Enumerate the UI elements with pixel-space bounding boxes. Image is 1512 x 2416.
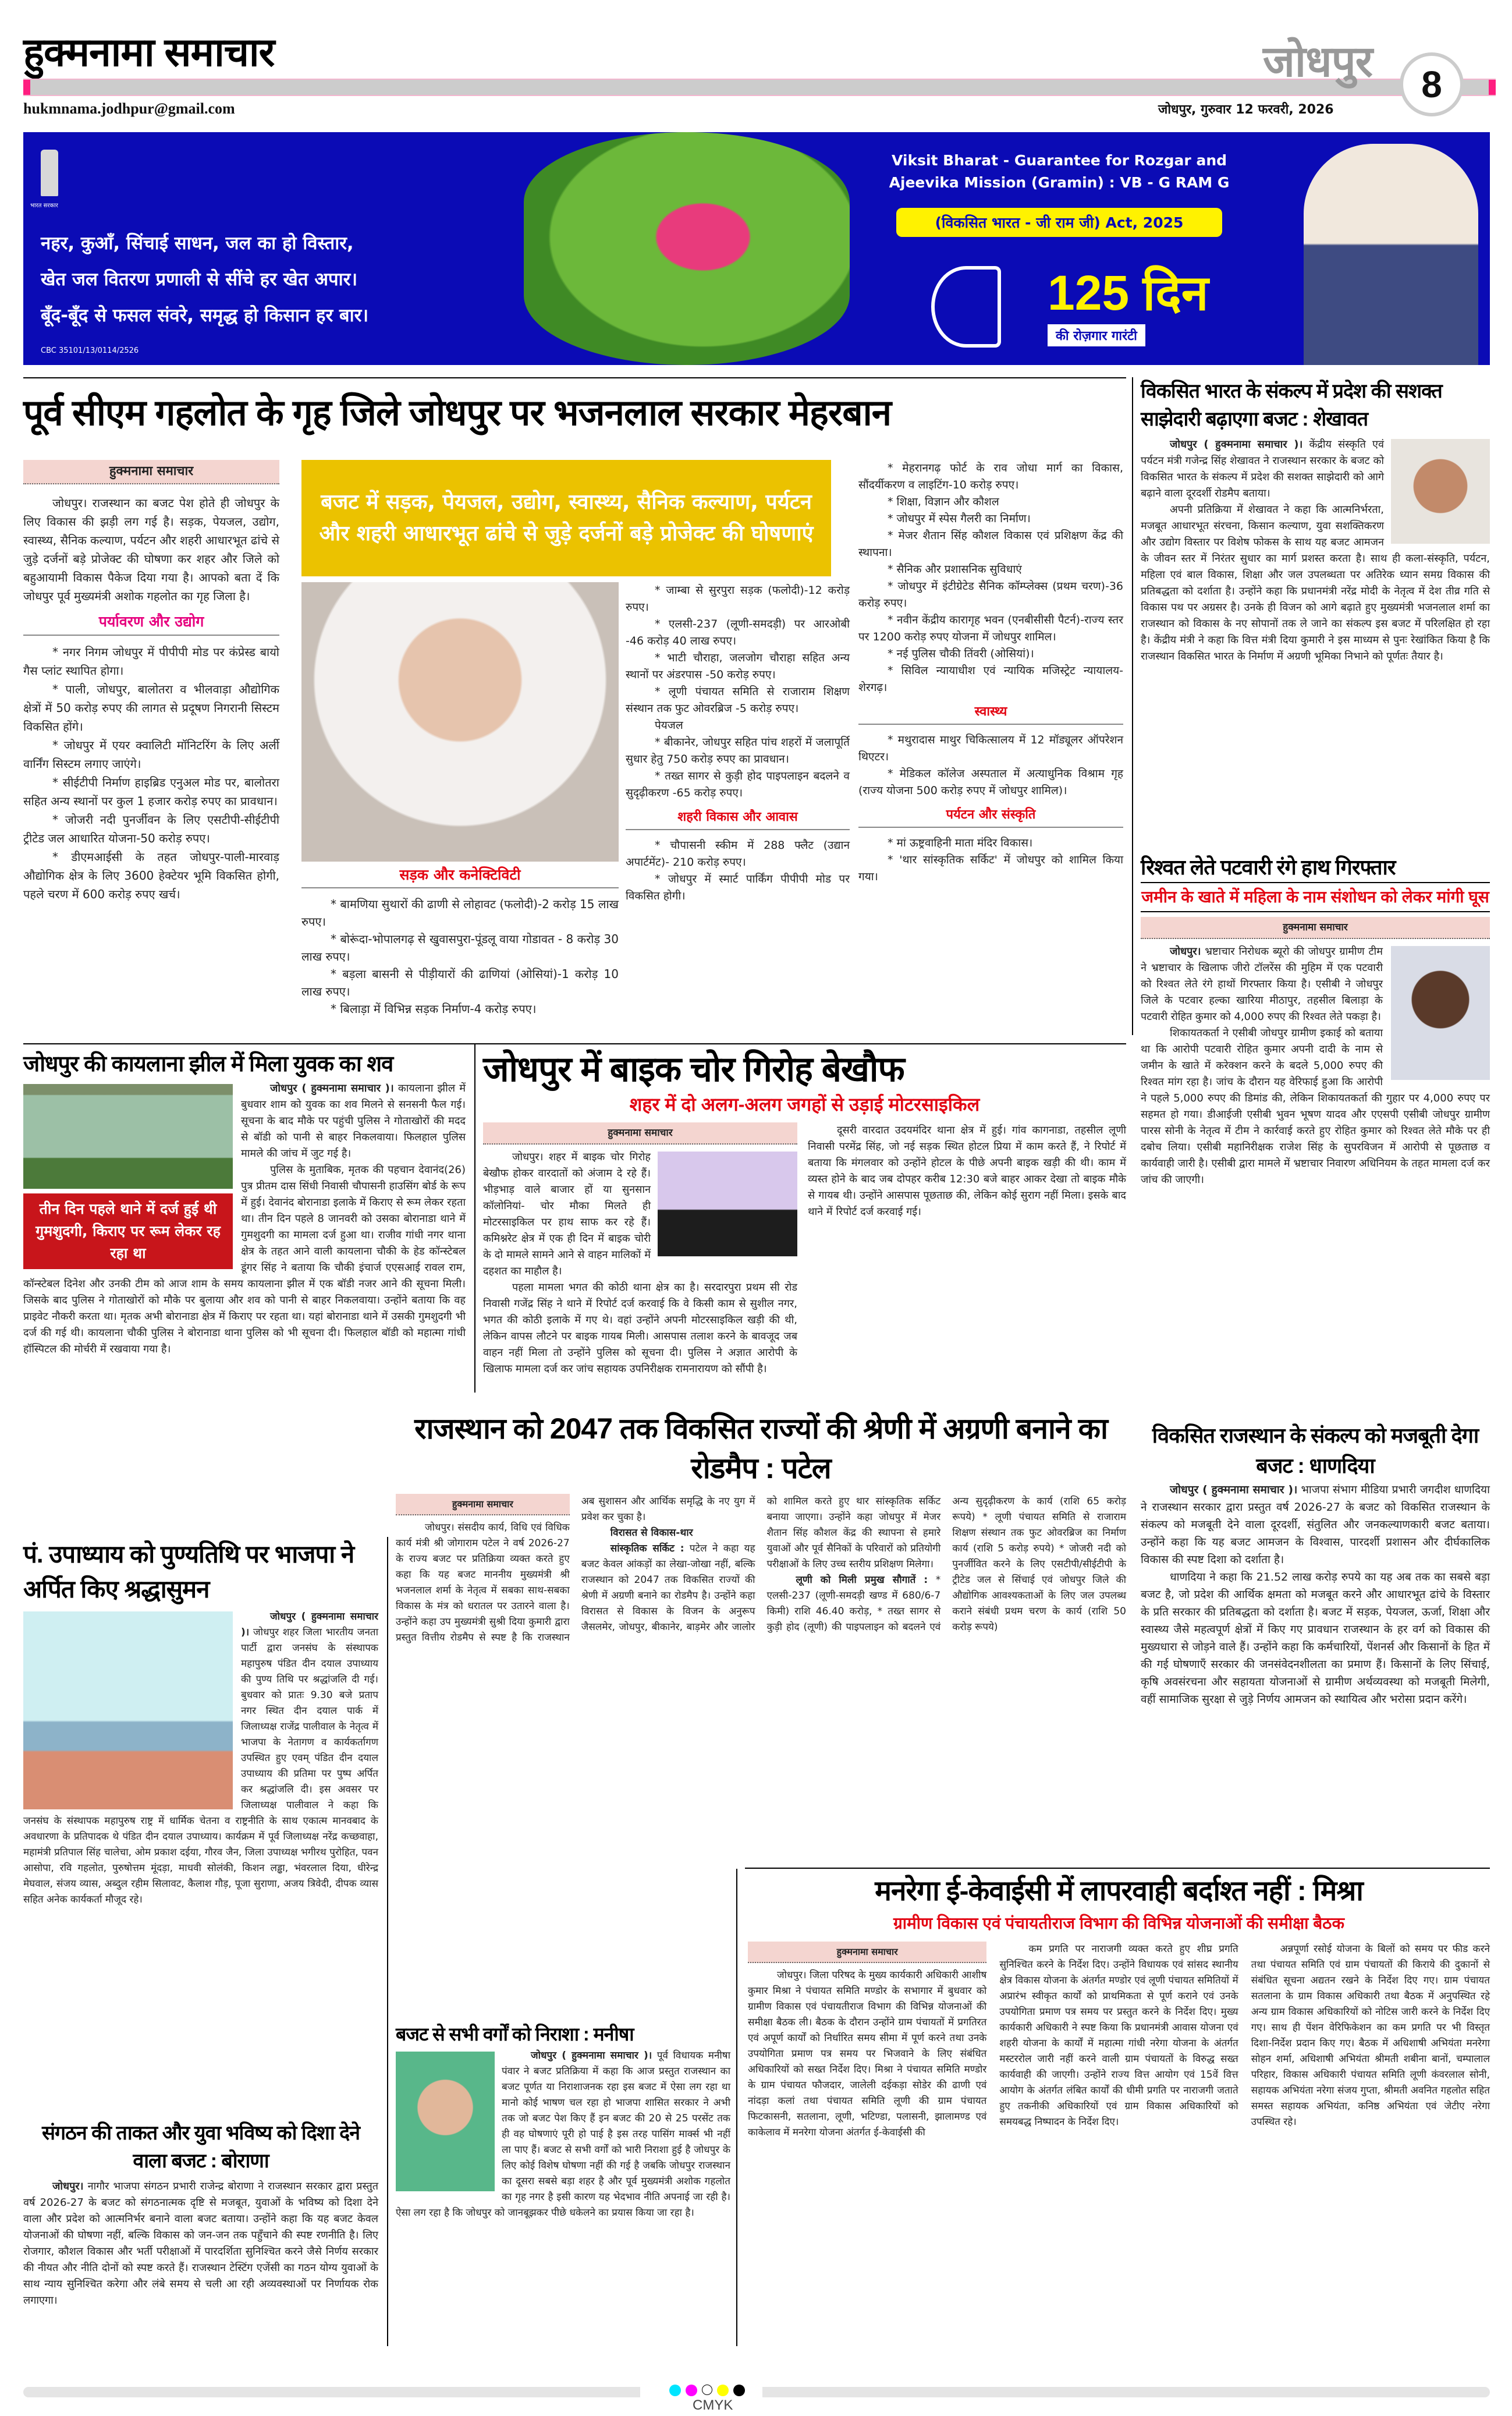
list-item: * सिविल न्यायाधीश एवं न्यायिक मजिस्ट्रेट न्यायालय- शेरगढ़। (858, 664, 1123, 694)
bike-body: जोधपुर। शहर में बाइक चोर गिरोह बेखौफ होकर वारदातों को अंजाम दे रहे हैं। भीड़भाड़ वाले बाजार हों या सुनसान कॉलोनियां- चोर मौका मिलते ही मोटरसाइकिल पर हाथ साफ कर रहे हैं। कमिश्नरेट क्षेत्र में एक ही दिन में बाइक चोरी के दो मामले सामने आने से वाहन मालिकों में दहशत का माहौल है। (483, 1151, 651, 1277)
ad-title-en: Viksit Bharat - Guarantee for Rozgar and Ajeevika Mission (Gramin) : VB - G RAM G (889, 152, 1230, 191)
list-item: * जाम्बा से सुरपुरा सड़क (फलोदी)-12 करोड़ रुपए। (626, 584, 850, 614)
national-emblem-icon (41, 150, 58, 196)
shekhawat-body: अपनी प्रतिक्रिया में शेखावत ने कहा कि आत्मनिर्भरता, मजबूत आधारभूत संरचना, किसान कल्याण, युवा सशक्तिकरण और उद्योग विस्तार पर विशेष फोकस के साथ यह बजट आमजन के जीवन स्तर में निरंतर सुधार का मार्ग प्रशस्त करता है। साथ ही कला-संस्कृति, पर्यटन, महिला एवं बाल विकास, शिक्षा और जल उपलब्धता पर अतिरेक ध्यान समग्र विकास की प्रतिबद्धता को दर्शाता है। उन्होंने कहा कि प्रधानमंत्री नरेंद्र मोदी के नेतृत्व में देश तीव्र गति से विकास पथ पर अग्रसर है। उनके ही विजन को आगे बढ़ाते हुए मुख्यमंत्री भजनलाल शर्मा का राजस्थान को विकास के नए सोपानों तक ले जाने का संकल्प इस बजट में परिलक्षित हो रहा है। केंद्रीय मंत्री ने कहा कि वित्त मंत्री दिया कुमारी ने इस माध्यम से पुनः रेखांकित किया है कि राजस्थान विकसित भारत के निर्माण में अग्रणी भूमिका निभाने को पूर्णतः तैयार है। (1141, 504, 1490, 663)
dateline: जोधपुर ( हुक्मनामा समाचार )। (531, 2050, 652, 2061)
column-divider (474, 1043, 475, 1393)
patel-story (396, 1409, 1126, 1646)
dhandiya-story (1141, 1420, 1490, 1708)
mishra-headline: मनरेगा ई-केवाईसी में लापरवाही बर्दाश्त नहीं : मिश्रा (875, 1876, 1363, 1907)
dateline: जोधपुर। (1170, 945, 1201, 958)
list-item: * बामणिया सुथारों की ढाणी से लोहावट (फलोदी)-2 करोड़ 15 लाख रुपए। (301, 897, 619, 929)
list-item: * बिलाड़ा में विभिन्न सड़क निर्माण-4 करोड़ रुपए। (331, 1002, 537, 1016)
shekhawat-photo (1391, 439, 1490, 544)
manisha-headline: बजट से सभी वर्गों को निराशा : मनीषा (396, 2024, 634, 2045)
patel-body: * एलसी-237 (लूणी-समदड़ी खण्ड में 680/6-7 किमी) राशि 46.40 करोड़, * तख्त सागर से कुड़ी होद (लूणी) की पाइपलाइन को बदलने एवं अन्य सुदृढ़ीकरण के कार्य (राशि 65 करोड़ रूपये) * लूणी पंचायत समिति से राजाराम शिक्षण संस्थान तक फुट ओवरब्रिज का निर्माण कार्य (राशि 5 करोड़ रुपये) * जोजरी नदी को पुनर्जीवित करने के लिए एसटीपी/सीईटीपी के ट्रीटेड जल से सिंचाई एवं जोधपुर जिले की औद्योगिक आवश्यकताओं के लिए जल उपलब्ध कराने संबंधी प्रथम चरण के कार्य (राशि 50 करोड़ रूपये) (766, 1496, 1126, 1633)
column-divider (1132, 377, 1133, 1035)
kaylana-photo-block (23, 1084, 233, 1269)
statue-photo (23, 1611, 233, 1809)
list-subheading: पेयजल (655, 719, 683, 732)
list-item: * मेडिकल कॉलेज अस्पताल में अत्याधुनिक विश्राम गृह (राज्य योजना 500 करोड़ रुपए में जोधपुर शामिल)। (858, 767, 1123, 797)
dhandiya-body: धाणदिया ने कहा कि 21.52 लाख करोड़ रुपये का यह अब तक का सबसे बड़ा बजट है, जो प्रदेश की आर्थिक क्षमता को मजबूत करने और आधारभूत ढांचे के विस्तार के प्रति सरकार की प्रतिबद्धता को दर्शाता है। बजट में सड़क, पेयजल, ऊर्जा, शिक्षा और स्वास्थ्य जैसे महत्वपूर्ण क्षेत्रों में किए गए प्रावधान राजस्थान के हर वर्ग को विकास की मुख्यधारा से जोड़ने वाले हैं। उन्होंने कहा कि कर्मचारियों, पेंशनर्स और किसानों के हित में की गई घोषणाएँ सरकार की जनसंवेदनशीलता का प्रमाण हैं। किसानों के लिए सिंचाई, कृषि अवसंरचना और सहायता योजनाओं से ग्रामीण अर्थव्यवस्था को मजबूती मिलेगी, वहीं सामाजिक सुरक्षा से जुड़े निर्णय आमजन को स्थायित्व और भरोसा प्रदान करेंगे। (1141, 1571, 1490, 1706)
mishra-body: कम प्रगति पर नाराजगी व्यक्त करते हुए शीघ्र प्रगति सुनिश्चित करने के निर्देश दिए। उन्होंने विधायक एवं सांसद स्थानीय क्षेत्र विकास योजना के अंतर्गत मण्डोर एवं लूणी पंचायत समितियों में अप्रारंभ स्वीकृत कार्यों को प्राथमिकता से पूर्ण कराने एवं उनके उपयोगिता प्रमाण पत्र समय पर प्रस्तुत करने के निर्देश दिए। मुख्य कार्यकारी अधिकारी ने स्पष्ट किया कि प्रधानमंत्री आवास योजना एवं शहरी योजना के कार्यों में महात्मा गांधी नरेगा योजना के अंतर्गत मस्टररोल जारी नहीं करने वाली ग्राम पंचायतों के विरुद्ध सख्त कार्यवाही की जाएगी। उन्होंने राज्य वित्त आयोग एवं 15वें वित्त आयोग के अंतर्गत लंबित कार्यों की धीमी प्रगति पर नाराजगी जताते हुए तकनीकी अधिकारियों एवं ग्राम विकास अधिकारियों को समयबद्ध निष्पादन के निर्देश दिए। (999, 1943, 1238, 2128)
kaylana-body: कायलाना झील में बुधवार शाम को युवक का शव मिलने से सनसनी फैल गई। सूचना के बाद मौके पर पहुंची पुलिस ने गोताखोरों की मदद से बॉडी को पानी से बाहर निकलवाया। फिलहाल पुलिस मामले की जांच में जुट गई है। (241, 1082, 466, 1160)
dhandiya-headline: विकसित राजस्थान के संकल्प को मजबूती देगा बजट : धाणदिया (1152, 1423, 1479, 1478)
list-item: * बड़ला बासनी से पीड़ीयारों की ढाणियां (ओसियां)-1 करोड़ 10 लाख रुपए। (301, 967, 619, 998)
emblem-caption: भारत सरकार (30, 203, 58, 209)
dateline: जोधपुर, गुरुवार 12 फरवरी, 2026 (1158, 102, 1334, 117)
lead-column-2b (301, 866, 619, 1018)
list-item: * जोधपुर में इंटीग्रेटेड सैनिक कॉम्प्लेक्स (प्रथम चरण)-36 करोड़ रुपए। (858, 580, 1123, 610)
ad-slogan-line: नहर, कुआँ, सिंचाई साधन, जल का हो विस्तार, (41, 233, 354, 254)
section-label: पर्यावरण और उद्योग (23, 612, 279, 636)
ad-days: 125 दिन (1048, 265, 1209, 320)
mishra-body: जोधपुर। जिला परिषद के मुख्य कार्यकारी अधिकारी आशीष कुमार मिश्रा ने पंचायत समिति मण्डोर के सभागार में बुधवार को ग्रामीण विकास एवं पंचायतीराज विभाग की विभिन्न योजनाओं की समीक्षा बैठक ली। बैठक के दौरान उन्होंने ग्राम पंचायतों में प्रगतिरत एवं अपूर्ण कार्यों को निर्धारित समय सीमा में पूर्ण करने तथा उनके उपयोगिता प्रमाण पत्र समय पर भिजवाने के लिए संबंधित अधिकारियों को सख्त निर्देश दिए। मिश्रा ने पंचायत समिति मण्डोर के ग्राम पंचायत फौजदार, जालेली दईकड़ा सोडेर की ढाणी एवं नांदड़ा कलां तथा पंचायत समिति लूणी की ग्राम पंचायत फिटकासनी, सतलाना, लूणी, भटिण्डा, पलासनी, झालामण्ड एवं काकेलाव में मनरेगा योजना अंतर्गत ई-केवाईसी की (748, 1969, 987, 2138)
upadhyay-headline: पं. उपाध्याय को पुण्यतिथि पर भाजपा ने अर्पित किए श्रद्धासुमन (23, 1540, 354, 1603)
lead-intro: जोधपुर। राजस्थान का बजट पेश होते ही जोधपुर के लिए विकास की झड़ी लग गई है। सड़क, पेयजल, उद्योग, स्वास्थ्य, सैनिक कल्याण, पर्यटन और शहरी आधारभूत ढांचे से जुड़े दर्जनों बड़े प्रोजेक्ट की घोषणा कर शहर और जिले को बहुआयामी विकास पैकेज दिया गया है। आपको बता दें कि जोधपुर पूर्व मुख्यमंत्री अशोक गहलोत का गृह जिला है। (23, 496, 279, 603)
bribery-headline: रिश्वत लेते पटवारी रंगे हाथ गिरफ्तार (1141, 853, 1490, 883)
dateline: जोधपुर ( हुक्मनामा समाचार )। (1170, 438, 1303, 451)
mishra-body: अन्नपूर्णा रसोई योजना के बिलों को समय पर फीड करने तथा पंचायत समिति एवं ग्राम पंचायतों की किराये की दुकानों से संबंधित सूचना अद्यतन रखने के निर्देश दिए गए। ग्राम पंचायत सतलाना के ग्राम विकास अधिकारी तथा बैठक में अनुपस्थित रहे अन्य ग्राम विकास अधिकारियों को नोटिस जारी करने के निर्देश दिए गए। साथ ही पेंशन वेरिफिकेशन का कम प्रगति पर भी विस्तृत दिशा-निर्देश प्रदान किए गए। बैठक में अधिशाषी अभियंता मनरेगा सोहन शर्मा, अधिशाषी अभियंता श्रीमती शबीना बानों, चम्पालाल परिहार, विकास अधिकारी पंचायत समिति लूणी कंवरलाल सोनी, सहायक अभियंता नरेगा संजय गुप्ता, श्रीमती अवनित गहलोत सहित समस्त सहायक अभियंता, कनिष्ठ अभियंता एवं जेटीए नरेगा उपस्थित रहे। (1251, 1943, 1490, 2128)
dateline: जोधपुर ( हुक्मनामा समाचार )। (270, 1082, 394, 1094)
list-item: * मेहरानगढ़ फोर्ट के राव जोधा मार्ग का विकास, सौंदर्यीकरण व लाइटिंग-10 करोड़ रुपए। (858, 462, 1123, 491)
masthead-bar-accent-left (23, 80, 30, 95)
bike-column-1 (483, 1122, 797, 1377)
shekhawat-story (1141, 377, 1490, 665)
byline: हुक्मनामा समाचार (23, 460, 279, 484)
kaylana-callout: तीन दिन पहले थाने में दर्ज हुई थी गुमशुदगी, किराए पर रूम लेकर रह रहा था (23, 1193, 233, 1269)
yellow-swatch (717, 2385, 729, 2396)
cmyk-label: CMYK (693, 2397, 733, 2413)
column-divider (736, 1869, 737, 2346)
bike-column-2 (808, 1122, 1126, 1377)
bike-body: पहला मामला भगत की कोठी थाना क्षेत्र का है। सरदारपुरा प्रथम सी रोड निवासी गजेंद्र सिंह ने थाने में रिपोर्ट दर्ज करवाई कि वे किसी काम से सुशील नगर, भगत की कोठी इलाके में गए थे। वहां उन्होंने अपनी मोटरसाइकिल खड़ी की थी, लेकिन वापस लौटने पर बाइक गायब मिली। आसपास तलाश करने के बावजूद जब वाहन नहीं मिला तो उन्होंने पुलिस को सूचना दी। पुलिस ने अज्ञात आरोपी के खिलाफ मामला दर्ज कर जांच सहायक उपनिरीक्षक रामनारायण को सौंपी है। (483, 1281, 797, 1375)
list-item: * नई पुलिस चौकी तिंवरी (ओसियां)। (888, 647, 1034, 660)
dhandiya-body: भाजपा संभाग मीडिया प्रभारी जगदीश धाणदिया ने राजस्थान सरकार द्वारा प्रस्तुत वर्ष 2026-27 के बजट को विकसित राजस्थान के संकल्प को मजबूती देने वाला दूरदर्शी, संतुलित और जनकल्याणकारी बजट बताया। उन्होंने कहा कि यह बजट आमजन के विश्वास, पारदर्शी प्रशासन और दीर्घकालिक विकास की स्पष्ट दिशा को दर्शाता है। (1141, 1483, 1490, 1566)
bike-subhead: शहर में दो अलग-अलग जगहों से उड़ाई मोटरसाइकिल (629, 1094, 980, 1115)
list-item: * मथुरादास माथुर चिकित्सालय में 12 मॉड्यूलर ऑपरेशन थिएटर। (858, 734, 1123, 763)
bike-body: दूसरी वारदात उदयमंदिर थाना क्षेत्र में हुई। गांव कागनाडा, तहसील लूणी निवासी परमेंद्र सिंह, जो नई सड़क स्थित होटल प्रिया में काम करते हैं, ने रिपोर्ट में बताया कि मंगलवार को उन्होंने होटल के पीछे अपनी बाइक खड़ी की थी। काम में व्यस्त होने के बाद जब दोपहर करीब 12:30 बजे बाहर आकर देखा तो बाइक मौके से गायब थी। उन्होंने आसपास पूछताछ की, लेकिन कोई सुराग नहीं मिला। इसके बाद थाने में रिपोर्ट दर्ज करवाई गई। (808, 1124, 1126, 1218)
lead-column-4 (858, 460, 1123, 885)
list-item: * मेजर शैतान सिंह कौशल विकास एवं प्रशिक्षण केंद्र की स्थापना। (858, 529, 1123, 559)
gray-bar-left (23, 2387, 640, 2397)
ad-days-caption: की रोज़गार गारंटी (1048, 324, 1145, 346)
section-label: स्वास्थ्य (858, 703, 1123, 725)
ad-banner[interactable] (23, 132, 1490, 365)
pm-photo (1304, 144, 1478, 365)
masthead-bar-accent-right (1489, 80, 1496, 95)
patwari-photo (1391, 946, 1490, 1080)
lead-column-1 (23, 460, 279, 904)
column-divider (387, 1537, 388, 2346)
mishra-subhead: ग्रामीण विकास एवं पंचायतीराज विभाग की विभिन्न योजनाओं की समीक्षा बैठक (893, 1914, 1344, 1932)
bike-thief-photo (658, 1152, 797, 1256)
dateline: जोधपुर। (52, 2180, 84, 2192)
bike-headline: जोधपुर में बाइक चोर गिरोह बेखौफ (483, 1050, 904, 1089)
farmer-photo (524, 132, 850, 365)
bike-story (483, 1048, 1126, 1377)
magenta-swatch (686, 2385, 697, 2396)
list-item: * नवीन केंद्रीय कारागृह भवन (एनबीसीसी पैटर्न)-राज्य स्तर पर 1200 करोड़ रुपए योजना में जोधपुर शामिल। (858, 614, 1123, 643)
patel-headline: राजस्थान को 2047 तक विकसित राज्यों की श्रेणी में अग्रणी बनाने का रोडमैप : पटेल (414, 1412, 1108, 1485)
registration-mark-icon (702, 2385, 712, 2395)
list-item: * भाटी चौराहा, जलजोग चौराहा सहित अन्य स्थानों पर अंडरपास -50 करोड़ रुपए। (626, 651, 850, 681)
byline: हुक्मनामा समाचार (1141, 917, 1490, 939)
ad-act-label: (विकसित भारत - जी राम जी) Act, 2025 (896, 208, 1222, 237)
list-item: * तख्त सागर से कुड़ी होद पाइपलाइन बदलने व सुदृढ़ीकरण -65 करोड़ रुपए। (626, 770, 850, 799)
upadhyay-body: जोधपुर शहर जिला भारतीय जनता पार्टी द्वारा जनसंघ के संस्थापक महापुरुष पंडित दीन दयाल उपाध्याय की पुण्य तिथि पर श्रद्धांजलि दी गई। बुधवार को प्रातः 9.30 बजे प्रताप नगर स्थित दीन दयाल पार्क में जिलाध्यक्ष राजेंद्र पालीवाल के नेतृत्व में भाजपा के नेतागण व कार्यकर्तागण उपस्थित हुए एवम् पंडित दीन दयाल उपाध्याय की प्रतिमा पर पुष्प अर्पित कर श्रद्धांजलि दी। इस अवसर पर जिलाध्यक्ष पालीवाल ने कहा कि जनसंघ के संस्थापक महापुरुष राष्ट्र में धार्मिक चेतना व राष्ट्रनीति के साथ एकात्म मानवबाद के अवधारणा के प्रतिपादक थे पंडित दीन दयाल उपाध्याय। कार्यक्रम में पूर्व जिलाध्यक्ष नरेंद्र कच्छवाहा, महामंत्री प्रतिपाल सिंह चालेचा, ओम प्रकाश दईया, गौरव जैन, जिला उपाध्यक्ष भगीरथ पुरोहित, पवन आसोपा, रवि गहलोत, पुरुषोत्तम मूंदड़ा, माधवी सोलंकी, किशन लड्ढा, भंवरलाल दिया, धीरेन्द्र मेघवाल, संजय व्यास, अब्दुल रहीम सिलावट, कैलाश गौड़, पूजा सुराणा, अजय त्रिवेदी, दीपक व्यास सहित अनेक कार्यकर्ता मौजूद रहे। (23, 1627, 378, 1905)
patel-body: पटेल ने कहा यह बजट केवल आंकड़ों का लेखा-जोखा नहीं, बल्कि राजस्थान को 2047 तक विकसित राज्यों की श्रेणी में अग्रणी बनाने का रोडमैप है। उन्होंने कहा विरासत से विकास के विजन के अनुरूप जैसलमेर, जोधपुर, बीकानेर, बाड़मेर और जालोर को शामिल करते हुए थार सांस्कृतिक सर्किट बनाया जाएगा। उन्होंने कहा जोधपुर में मेजर शैतान सिंह कौशल केंद्र की स्थापना से हमारे युवाओं और पूर्व सैनिकों के परिवारों को प्रतियोगी परीक्षाओं के लिए उच्च स्तरीय प्रशिक्षण मिलेगा। (581, 1496, 941, 1633)
list-item: * सैनिक और प्रशासनिक सुविधाएं (888, 563, 1022, 576)
gray-bar-right (762, 2387, 1490, 2397)
section-label: पर्यटन और संस्कृति (858, 806, 1123, 828)
rule (745, 1868, 1490, 1869)
lake-photo (23, 1084, 233, 1189)
lead-headline: पूर्व सीएम गहलोत के गृह जिले जोधपुर पर भजनलाल सरकार मेहरबान (23, 393, 892, 433)
borana-story (23, 2119, 378, 2309)
kaylana-headline: जोधपुर की कायलाना झील में मिला युवक का शव (23, 1052, 393, 1076)
rule (23, 1043, 1126, 1044)
list-item: * जोजरी नदी पुनर्जीवन के लिए एसटीपी-सीईटीपी ट्रीटेड जल आधारित योजना-50 करोड़ रुपए। (23, 813, 279, 845)
borana-headline: संगठन की ताकत और युवा भविष्य को दिशा देने वाला बजट : बोराणा (41, 2122, 360, 2172)
kaylana-body: पुलिस के मुताबिक, मृतक की पहचान देवानंद(26) पुत्र प्रीतम दास सिंधी निवासी चौपासनी हाउसिंग बोर्ड के रूप में हुई। देवानंद बोरानाडा इलाके में किराए से रूम लेकर रहता था। तीन दिन पहले 8 जानवरी को उसका बोरानाडा थाने में गुमशुदगी का मामला दर्ज हुआ था। राजीव गांधी नगर थाना क्षेत्र के तहत आने वाली कायलाना चौकी के हेड कॉन्स्टेबल डूंगर सिंह ने बताया कि चौकी इंचार्ज एएसआई रावल राम, कॉन्स्टेबल दिनेश और उनकी टीम को आज शाम के समय कायलाना झील में एक बॉडी नजर आने की सूचना मिली। जिसके बाद पुलिस ने गोताखोरों को मौके पर बुलाया और शव को पानी से बाहर निकलवाया। उन्होंने बताया कि वह प्राइवेट नौकरी करता था। मृतक अभी बोरानाडा क्षेत्र में किराए पर रहता था। यहां बोरानाडा थाने में उसकी गुमशुदगी भी दर्ज की गई थी। कायलाना चौकी पुलिस ने बोरानाडा थाना पुलिस को भी सूचना दी। फिलहाल बॉडी को महात्मा गांधी हॉस्पिटल की मोर्चरी में रखवाया गया है। (23, 1164, 466, 1355)
rule (23, 377, 1126, 378)
section-label: शहरी विकास और आवास (626, 809, 850, 830)
list-item: * लूणी पंचायत समिति से राजाराम शिक्षण संस्थान तक फुट ओवरब्रिज -5 करोड़ रुपए। (626, 685, 850, 715)
page-number-circle (1400, 52, 1464, 116)
dateline: जोधपुर ( हुक्मनामा समाचार )। (1170, 1483, 1298, 1496)
shekhawat-body: केंद्रीय संस्कृति एवं पर्यटन मंत्री गजेन्द्र सिंह शेखावत ने राजस्थान सरकार के बजट को विकसित भारत के संकल्प में प्रदेश की सशक्त साझेदारी को आगे बढ़ाने वाला दूरदर्शी रोडमैप बताया। (1141, 438, 1384, 500)
dateline: जोधपुर ( हुक्मनामा समाचार )। (241, 1611, 378, 1638)
section-label: सड़क और कनेक्टिविटी (301, 866, 619, 888)
lead-highlight-box (301, 460, 831, 576)
kaylana-story (23, 1048, 466, 1358)
masthead (0, 0, 1512, 122)
list-item: * जोधपुर में स्मार्ट पार्किंग पीपीपी मोड पर विकसित होगी। (626, 873, 850, 902)
black-swatch (733, 2385, 745, 2396)
bribery-body: शिकायतकर्ता ने एसीबी जोधपुर ग्रामीण इकाई को बताया था कि आरोपी पटवारी रोहित कुमार अपनी दादी के नाम से जमीन के खाते में करेक्शन करने के बदले 5,000 रुपए की रिश्वत मांग रहा है। जांच के दौरान यह वेरिफाई हुआ कि आरोपी ने पहले 5,000 रुपए की डिमांड की, लेकिन शिकायतकर्ता की गुहार पर 4,000 रुपए पर सहमत हो गया। डीआईजी एसीबी भुवन भूषण यादव और एएसपी एसीबी जोधपुर ग्रामीण पारस सोनी के नेतृत्व में टीम ने कार्रवाई करते हुए रोहित कुमार को रिश्वत लेते मौके पर ही दबोच लिया। एसीबी महानिरीक्षक राजेश सिंह के सुपरविजन में आरोपी से पूछताछ व कार्यवाही जारी है। एसीबी द्वारा मामले में भ्रष्टाचार निवारण अधिनियम के तहत मामला दर्ज कर जांच की जाएगी। (1141, 1027, 1490, 1186)
list-item: * जोधपुर में एयर क्वालिटी मॉनिटरिंग के लिए अर्ली वार्निंग सिस्टम लगाए जाएंगे। (23, 738, 279, 771)
print-registration-bar (23, 2387, 1490, 2413)
patel-subhead: विरासत से विकास-थार (610, 1527, 693, 1539)
list-item: * सीईटीपी निर्माण हाइब्रिड एनुअल मोड पर, बालोतरा सहित अन्य स्थानों पर कुल 1 हजार करोड़ रुपए का प्रावधान। (23, 775, 279, 808)
ad-slogan (41, 225, 495, 334)
list-item: * एलसी-237 (लूणी-समदड़ी) पर आरओबी -46 करोड़ 40 लाख रुपए। (626, 618, 850, 647)
upadhyay-story (23, 1537, 378, 1908)
byline: हुक्मनामा समाचार (748, 1942, 986, 1963)
megaphone-icon (931, 266, 1001, 348)
manisha-photo (396, 2052, 495, 2191)
bribery-body: भ्रष्टाचार निरोधक ब्यूरो की जोधपुर ग्रामीण टीम ने भ्रष्टाचार के खिलाफ जीरो टॉलरेंस की मुहिम में एक पटवारी को रिश्वत लेते रंगे हाथों गिरफ्तार किया है। एसीबी ने जोधपुर जिले के पटवार हल्का खारिया मीठापुर, तहसील बिलाड़ा के पटवारी रोहित कुमार को 4,000 रुपए की रिश्वत लेते पकड़ा है। (1141, 945, 1383, 1023)
list-item: * 'थार सांस्कृतिक सर्किट' में जोधपुर को शामिल किया गया। (858, 853, 1123, 883)
patel-subhead: लूणी को मिली प्रमुख सौगातें : (796, 1574, 928, 1586)
ad-slogan-line: खेत जल वितरण प्रणाली से सींचे हर खेत अपार। (41, 269, 358, 290)
page-number: 8 (1421, 63, 1442, 105)
lead-column-3 (626, 582, 850, 905)
gehlot-photo (301, 582, 619, 862)
list-item: * पाली, जोधपुर, बालोतरा व भीलवाड़ा औद्योगिक क्षेत्रों में 50 करोड़ रुपए की लागत से प्रदूषण निगरानी सिस्टम विकसित होंगे। (23, 682, 279, 734)
list-item: * नगर निगम जोधपुर में पीपीपी मोड पर कंप्रेस्ड बायो गैस प्लांट स्थापित होगा। (23, 645, 279, 678)
list-item: * मां ऊष्ट्रवाहिनी माता मंदिर विकास। (888, 837, 1033, 849)
byline: हुक्मनामा समाचार (396, 1494, 570, 1515)
mishra-story (748, 1872, 1490, 2141)
bribery-subhead: जमीन के खाते में महिला के नाम संशोधन को लेकर मांगी घूस (1141, 883, 1490, 912)
patel-body: जोधपुर। संसदीय कार्य, विधि एवं विधिक कार्य मंत्री श्री जोगाराम पटेल ने वर्ष 2026-27 के राज्य बजट पर प्रतिक्रिया व्यक्त करते हुए कहा कि यह बजट माननीय मुख्यमंत्री श्री भजनलाल शर्मा के नेतृत्व में सबका साथ-सबका विकास के मंत्र को धरातल पर उतारने वाला है। उन्होंने कहा उप मुख्यमंत्री सुश्री दिया कुमारी द्वारा प्रस्तुत वित्तीय रोडमैप से स्पष्ट है कि राजस्थान अब सुशासन और आर्थिक समृद्धि के नए युग में प्रवेश कर चुका है। (396, 1496, 755, 1643)
shekhawat-headline: विकसित भारत के संकल्प में प्रदेश की सशक्त साझेदारी बढ़ाएगा बजट : शेखावत (1141, 380, 1442, 430)
cyan-swatch (669, 2385, 681, 2396)
patel-subhead: सांस्कृतिक सर्किट : (610, 1543, 684, 1554)
list-item: * डीएमआईसी के तहत जोधपुर-पाली-मारवाड़ औद्योगिक क्षेत्र के लिए 3600 हेक्टेयर भूमि विकसित होगी, पहले चरण में 600 करोड़ रुपए खर्च। (23, 850, 279, 901)
manisha-story (396, 2020, 730, 2221)
paper-name: हुक्मनामा समाचार (23, 30, 275, 75)
bribery-story (1141, 853, 1490, 1188)
cmyk-swatches (669, 2385, 745, 2396)
city-name: जोधपुर (1263, 37, 1372, 86)
email[interactable]: hukmnama.jodhpur@gmail.com (23, 100, 235, 117)
ad-code: CBC 35101/13/0114/2526 (41, 346, 139, 355)
list-item: * बोरूंदा-भोपालगढ़ से खुवासपुरा-पूंडलू वाया गोडावत - 8 करोड़ 30 लाख रुपए। (301, 932, 619, 963)
highlight-text: बजट में सड़क, पेयजल, उद्योग, स्वास्थ्य, सैनिक कल्याण, पर्यटन और शहरी आधारभूत ढांचे से जुड़े दर्जनों बड़े प्रोजेक्ट की घोषणाएं (319, 490, 814, 545)
ad-slogan-line: बूँद-बूँद से फसल संवरे, समृद्ध हो किसान हर बार। (41, 305, 369, 326)
list-item: * चौपासनी स्कीम में 288 फ्लैट (उद्यान अपार्टमेंट)- 210 करोड़ रुपए। (626, 839, 850, 869)
list-item: * जोधपुर में स्पेस गैलरी का निर्माण। (888, 512, 1031, 525)
list-item: * बीकानेर, जोधपुर सहित पांच शहरों में जलापूर्ति सुधार हेतु 750 करोड़ रुपए का प्रावधान। (626, 736, 850, 766)
byline: हुक्मनामा समाचार (483, 1122, 797, 1145)
borana-body: नागौर भाजपा संगठन प्रभारी राजेन्द्र बोराणा ने राजस्थान सरकार द्वारा प्रस्तुत वर्ष 2026-27 के बजट को संगठनात्मक दृष्टि से मजबूत, युवाओं के भविष्य को दिशा देने वाला और प्रदेश को आत्मनिर्भर बनाने वाला बजट बताया। उन्होंने कहा कि यह बजट केवल योजनाओं की घोषणा नहीं, बल्कि विकास को जन-जन तक पहुँचाने की स्पष्ट रणनीति है। लिए रोजगार, कौशल विकास और भर्ती परीक्षाओं में पारदर्शिता सुनिश्चित करने जैसे निर्णय सरकार की नीयत और नीति दोनों को स्पष्ट करते हैं। राजस्थान टेस्टिंग एजेंसी का गठन योग्य युवाओं के साथ न्याय सुनिश्चित करेगा और लंबे समय से चली आ रही अव्यवस्थाओं पर निर्णायक रोक लगाएगा। (23, 2180, 378, 2307)
list-item: * शिक्षा, विज्ञान और कौशल (888, 495, 999, 508)
manisha-body: पूर्व विधायक मनीषा पंवार ने बजट प्रतिक्रिया में कहा कि आज प्रस्तुत राजस्थान का बजट पूर्णत या निराशाजनक रहा इस बजट में ऐसा लग रहा था मानो कोई भाषण चल रहा हो भाजपा शासित सरकार ने अभी तक जो बजट पेश किए हैं इन बजट की 20 से 25 परसेंट तक ही वह घोषणाएं पूरी हो पाई है इस तरह पासिंग मार्क्स भी नहीं ला पाए हैं। बजट से सभी वर्गों को भारी निराशा हुई है जोधपुर के लिए कोई विशेष घोषणा नहीं की गई है जबकि जोधपुर राजस्थान का दूसरा सबसे बड़ा शहर है और पूर्व मुख्यमंत्री अशोक गहलोत का गृह नगर है इसी कारण यह भेदभाव नीति अपनाई जा रही है। ऐसा लग रहा है कि जोधपुर को जानबूझकर पीछे धकेलने का प्रयास किया जा रहा है। (396, 2050, 731, 2219)
